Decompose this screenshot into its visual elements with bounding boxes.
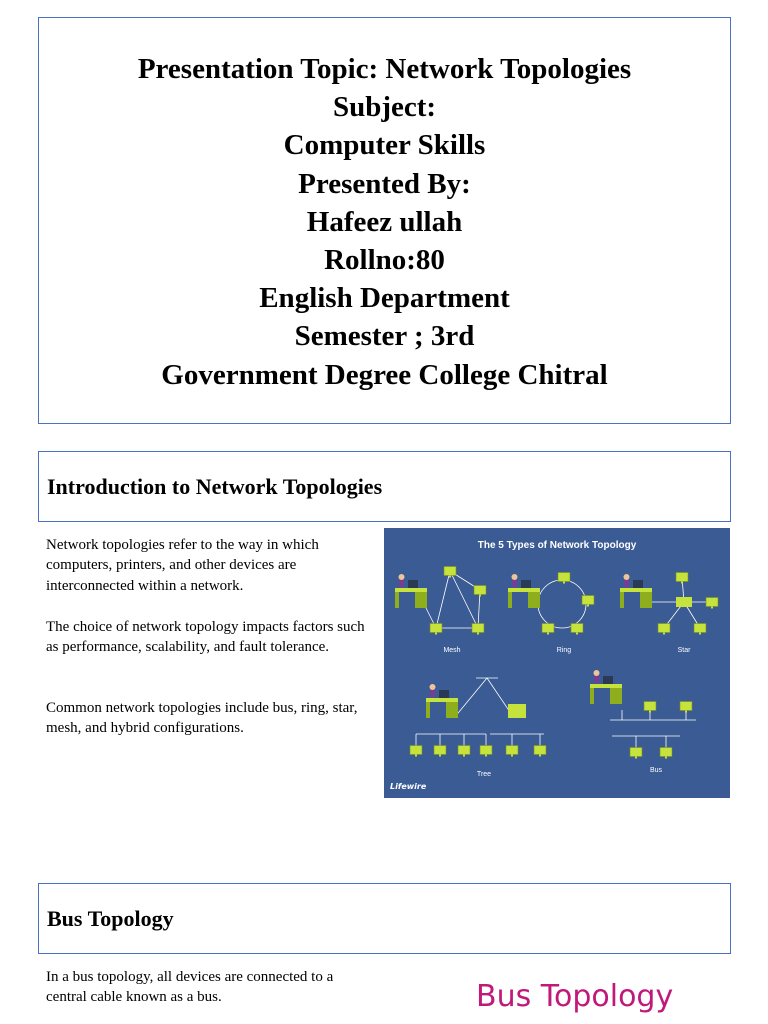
bus-label: Bus — [649, 767, 663, 774]
intro-paragraph-3: Common network topologies include bus, ring, star, mesh, and hybrid configurations. — [46, 700, 358, 737]
title-line-subject-label: Subject: — [332, 91, 437, 124]
bus-paragraph: In a bus topology, all devices are connected to a central cable known as a bus. — [46, 969, 334, 1006]
intro-paragraph-1: Network topologies refer to the way in which computers, printers, and other devices are interconnected within a network. — [46, 537, 319, 594]
intro-paragraph-2: The choice of network topology impacts factors such as performance, scalability, and fault tolerance. — [46, 619, 365, 656]
title-line-presented-by: Presented By: — [298, 167, 471, 200]
tree-switch — [508, 704, 526, 718]
bus-heading-box — [38, 883, 731, 954]
title-slide — [38, 17, 731, 424]
title-line-semester: Semester ; 3rd — [294, 320, 475, 353]
bus-image-title: Bus Topology — [476, 979, 674, 1014]
star-hub — [676, 597, 692, 607]
diagram-title: The 5 Types of Network Topology — [477, 540, 637, 551]
star-label: Star — [677, 647, 691, 654]
lifewire-logo: Lifewire — [390, 782, 427, 791]
ring-label: Ring — [556, 647, 572, 654]
mesh-label: Mesh — [443, 647, 461, 654]
title-line-rollno: Rollno:80 — [324, 243, 445, 276]
tree-label: Tree — [476, 771, 492, 778]
title-line-department: English Department — [259, 282, 510, 315]
intro-heading: Introduction to Network Topologies — [47, 474, 383, 499]
network-topology-diagram — [384, 528, 730, 798]
title-line-topic: Presentation Topic: Network Topologies — [137, 53, 632, 85]
intro-heading-box — [38, 451, 731, 522]
title-line-name: Hafeez ullah — [306, 205, 463, 238]
title-line-subject: Computer Skills — [283, 129, 486, 162]
bus-heading: Bus Topology — [47, 906, 174, 931]
title-line-college: Government Degree College Chitral — [161, 358, 608, 391]
